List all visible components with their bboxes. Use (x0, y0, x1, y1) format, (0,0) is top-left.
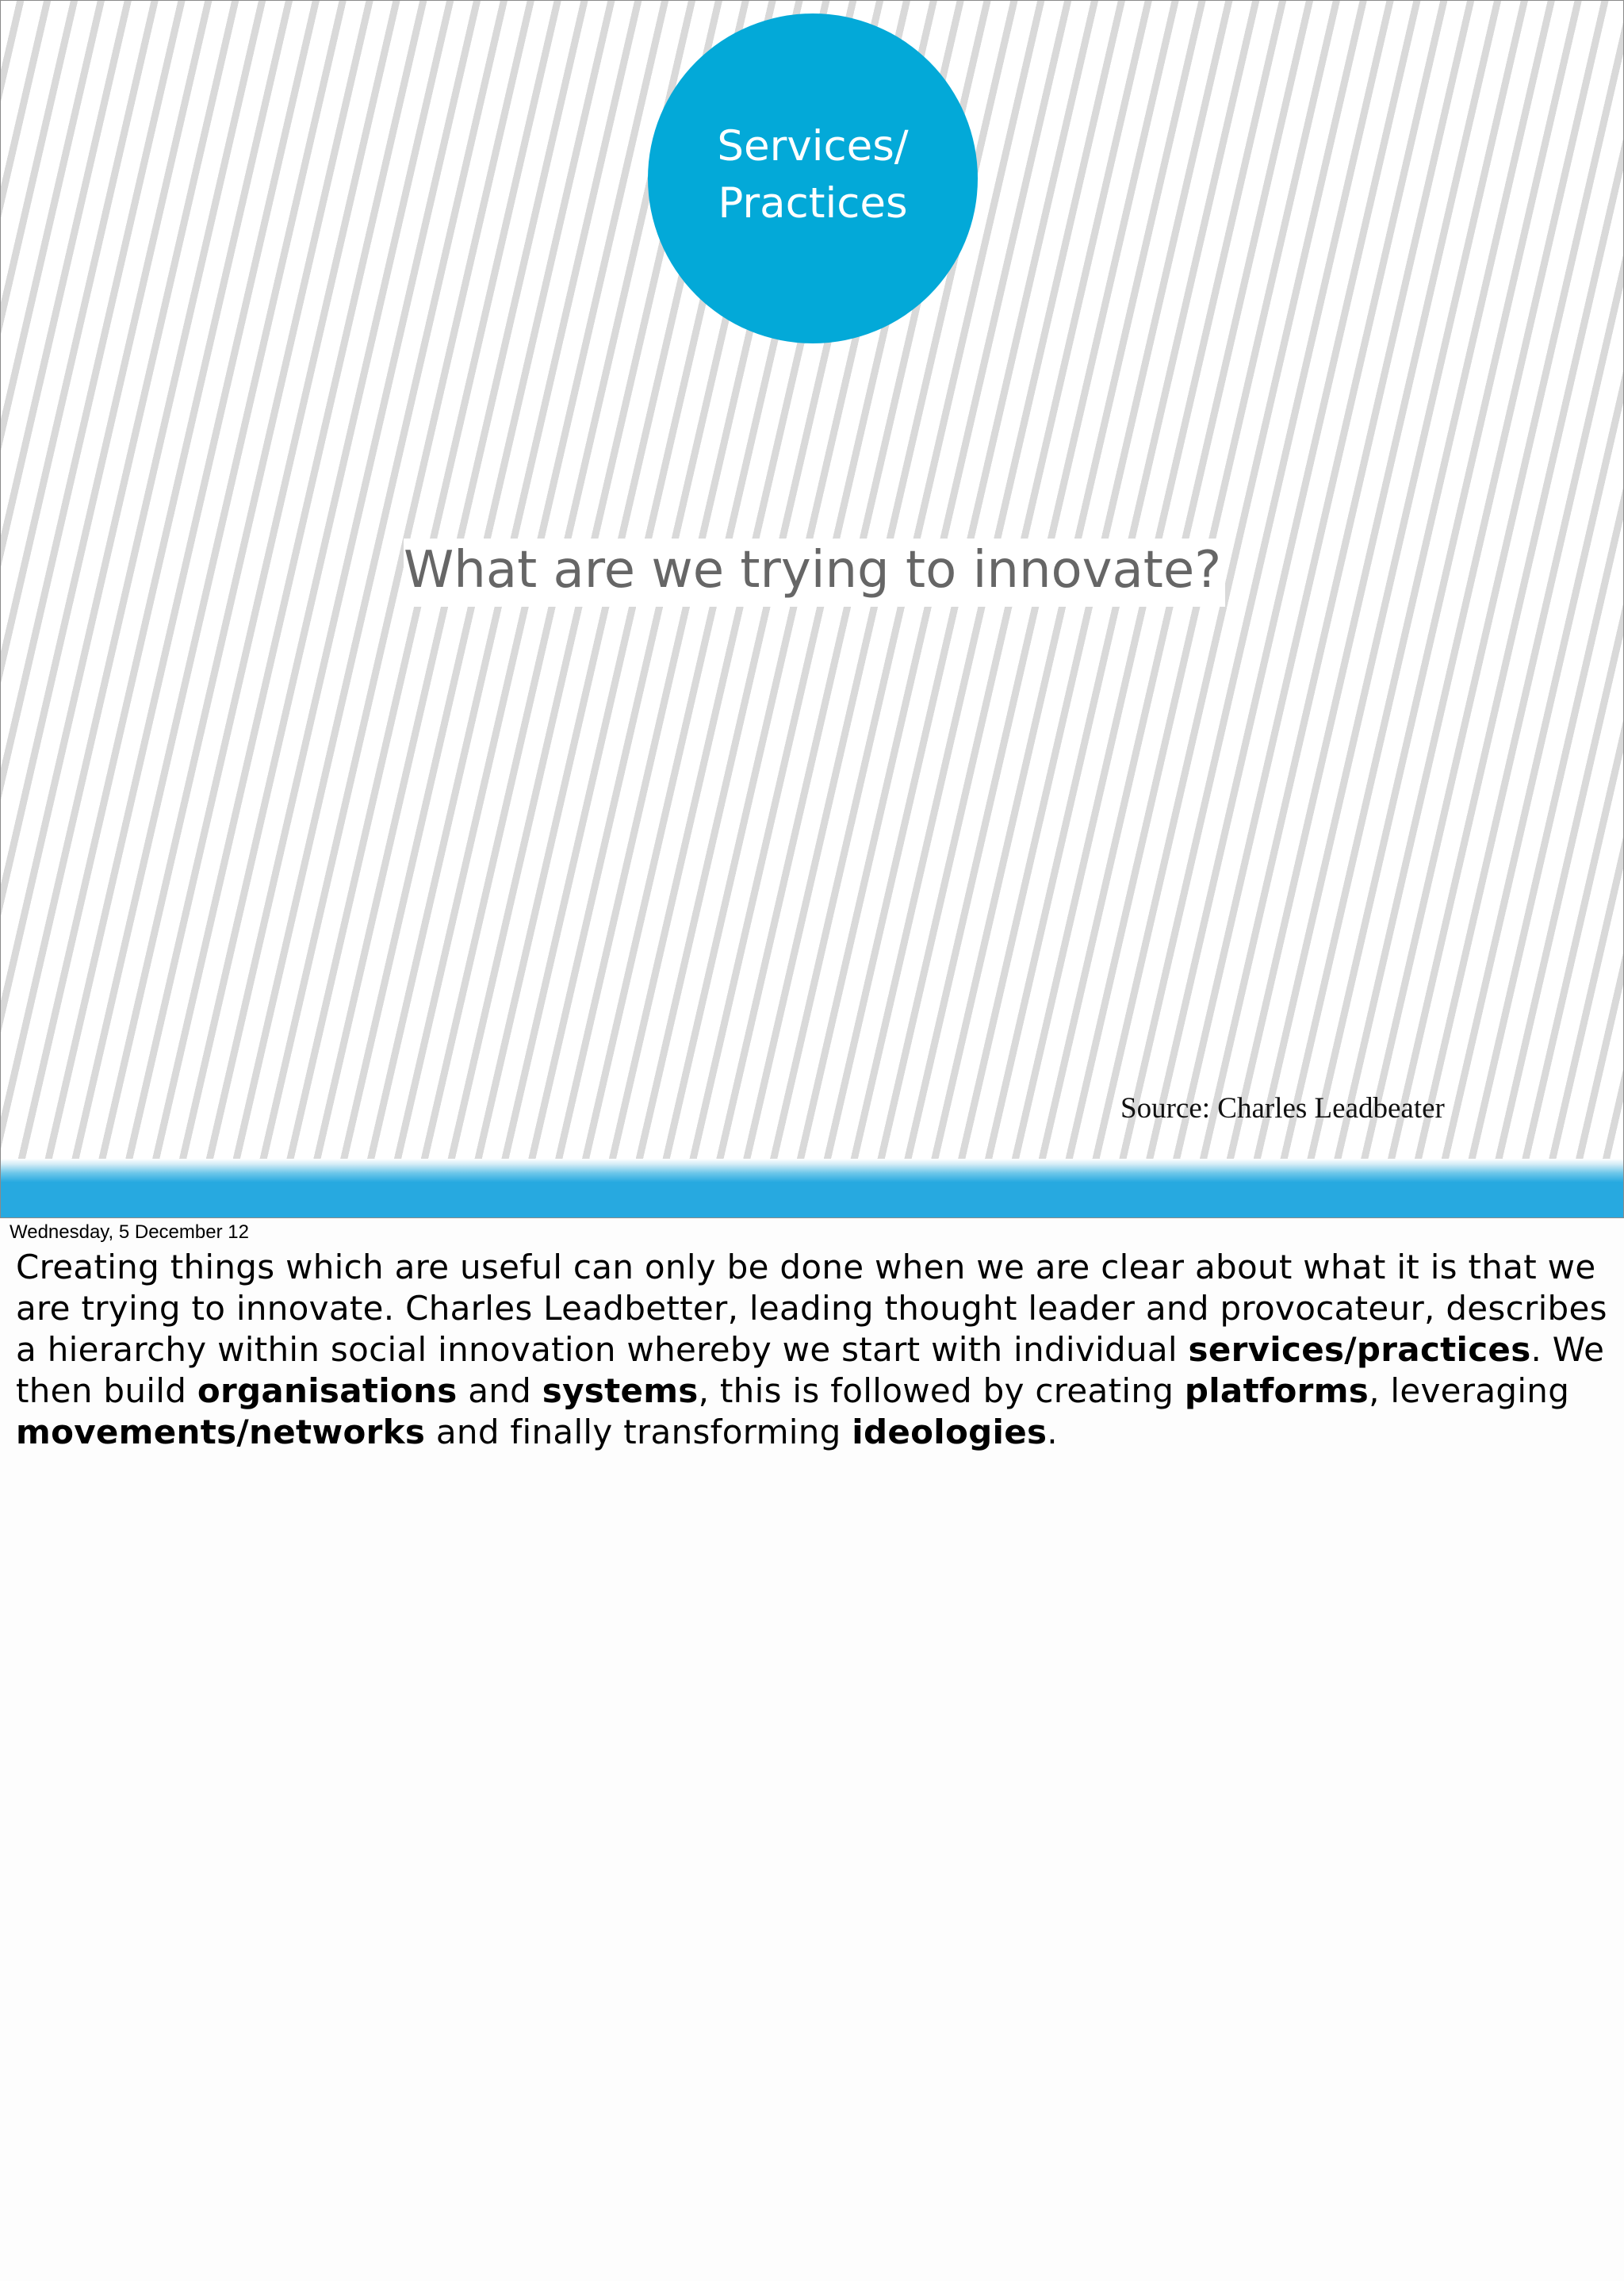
notes-bold-term: services/practices (1188, 1330, 1531, 1369)
notes-bold-term: organisations (197, 1371, 458, 1410)
notes-text: . (1047, 1413, 1058, 1451)
speaker-notes (16, 1247, 1610, 1453)
notes-text: Creating things which are useful can only be done when we are clear about what it is that we are trying to innovate. Charles Leadbetter, leading thought leader and provocateur, describes a hierarchy within social innovation whereby we start with individual (16, 1248, 1607, 1369)
notes-bold-term: systems (542, 1371, 699, 1410)
notes-text: , this is followed by creating (698, 1371, 1185, 1410)
notes-text: and (457, 1371, 542, 1410)
notes-bold-term: ideologies (852, 1413, 1048, 1451)
slide-footer-bar (1, 1159, 1623, 1217)
notes-text: , leveraging (1369, 1371, 1570, 1410)
notes-text: . We then build (16, 1330, 1605, 1410)
notes-text: and finally transforming (425, 1413, 852, 1451)
source-credit: Source: Charles Leadbeater (1120, 1092, 1445, 1125)
circle-label-line2: Practices (718, 179, 908, 228)
services-practices-circle (648, 13, 978, 343)
slide-question: What are we trying to innovate? (404, 541, 1222, 600)
slide-date: Wednesday, 5 December 12 (10, 1221, 249, 1243)
notes-bold-term: platforms (1184, 1371, 1369, 1410)
notes-bold-term: movements/networks (16, 1413, 426, 1451)
circle-label (686, 118, 940, 232)
circle-label-line1: Services/ (717, 122, 909, 171)
